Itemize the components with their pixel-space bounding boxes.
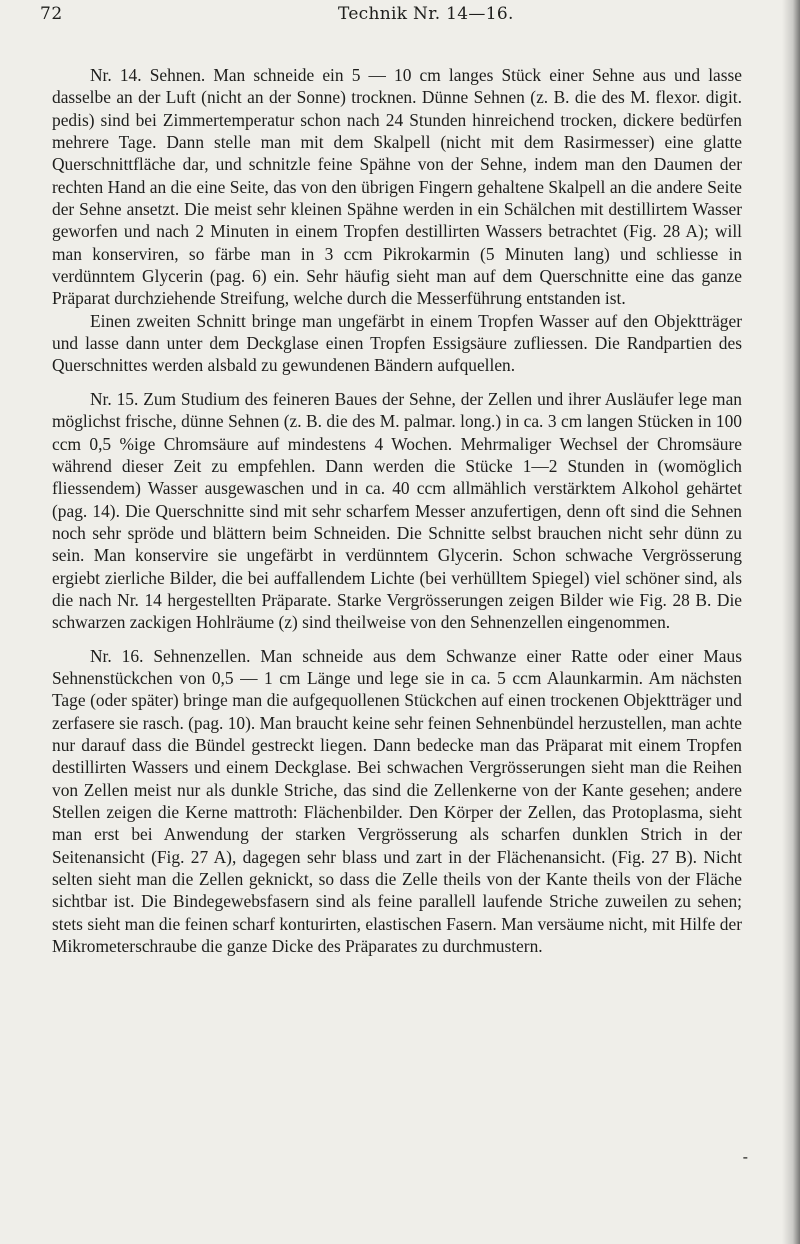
running-head [0,4,800,28]
running-title: Technik Nr. 14—16. [338,4,514,24]
paragraph-nr-14: Nr. 14. Sehnen. Man schneide ein 5 — 10 cm langes Stück einer Sehne aus und lasse dasselbe an der Luft (nicht an der Sonne) trocknen. Dünne Sehnen (z. B. die des M. flexor. digit. pedis) sind bei Zimmertemperatur schon nach 24 Stunden hinreichend trocken, dickere bedürfen mehrere Tage. Dann stelle man mit dem Skalpell (nicht mit dem Rasirmesser) eine glatte Querschnittfläche dar, und schnitzle feine Spähne von der Sehne, indem man den Daumen der rechten Hand an die eine Seite, das von den übrigen Fingern gehaltene Skalpell an die andere Seite der Sehne ansetzt. Die meist sehr kleinen Spähne werden in ein Schälchen mit destillirtem Wasser geworfen und nach 2 Minuten in einem Tropfen destillirten Wassers betrachtet (Fig. 28 A); will man konserviren, so färbe man in 3 ccm Pikrokarmin (5 Minuten lang) und schliesse in verdünntem Glycerin (pag. 6) ein. Sehr häufig sieht man auf dem Querschnitte eine das ganze Präparat durchziehende Streifung, welche durch die Messerführung entstanden ist. [52,65,742,309]
page-edge-shadow [782,0,800,1244]
footer-mark: - [742,1147,748,1166]
paragraph-nr-15: Nr. 15. Zum Studium des feineren Baues der Sehne, der Zellen und ihrer Ausläufer lege man möglichst frische, dünne Sehnen (z. B. die des M. palmar. long.) in ca. 3 cm langen Stücken in 100 ccm 0,5 %ige Chromsäure auf mindestens 4 Wochen. Mehrmaliger Wechsel der Chromsäure während dieser Zeit zu empfehlen. Dann werden die Stücke 1—2 Stunden in (womöglich fliessendem) Wasser ausgewaschen und in ca. 40 ccm allmählich verstärktem Alkohol gehärtet (pag. 14). Die Querschnitte sind mit sehr scharfem Messer anzufertigen, denn oft sind die Sehnen noch sehr spröde und blättern beim Schneiden. Die Schnitte selbst brauchen nicht sehr dünn zu sein. Man konservire sie ungefärbt in verdünntem Glycerin. Schon schwache Vergrösserung ergiebt zierliche Bilder, die bei auffallendem Lichte (bei verhülltem Spiegel) viel schöner sind, als die nach Nr. 14 hergestellten Präparate. Starke Vergrösserungen zeigen Bilder wie Fig. 28 B. Die schwarzen zackigen Hohlräume (z) sind theilweise von den Sehnenzellen eingenommen. [52,388,742,633]
body-text [52,64,742,957]
paragraph-nr-16: Nr. 16. Sehnenzellen. Man schneide aus dem Schwanze einer Ratte oder einer Maus Sehnenstückchen von 0,5 — 1 cm Länge und lege sie in ca. 5 ccm Alaunkarmin. Am nächsten Tage (oder später) bringe man die aufgequollenen Stückchen auf einen trockenen Objektträger und zerfasere sie rasch. (pag. 10). Man braucht keine sehr feinen Sehnenbündel herzustellen, man achte nur darauf dass die Bündel gestreckt liegen. Dann bedecke man das Präparat mit einem Tropfen destillirten Wassers und einem Deckglase. Bei schwachen Vergrösserungen sieht man die Reihen von Zellen meist nur als dunkle Striche, das sind die Zellenkerne von der Kante gesehen; andere Stellen zeigen die Kerne mattroth: Flächenbilder. Den Körper der Zellen, das Protoplasma, sieht man erst bei Anwendung der starken Vergrösserung als scharfen dunklen Strich in der Seitenansicht (Fig. 27 A), dagegen sehr blass und zart in der Flächenansicht. (Fig. 27 B). Nicht selten sieht man die Zellen geknickt, so dass die Zelle theils von der Kante theils von der Fläche sichtbar ist. Die Bindegewebsfasern sind als feine parallell laufende Striche zuweilen zu sehen; stets sieht man die feinen scharf konturirten, elastischen Fasern. Man versäume nicht, mit Hilfe der Mikrometerschraube die ganze Dicke des Präparates zu durchmustern. [52,645,743,957]
page-number: 72 [40,4,63,24]
paragraph-essigsaeure: Einen zweiten Schnitt bringe man ungefärbt in einem Tropfen Wasser auf den Objektträger und lasse dann unter dem Deckglase einen Tropfen Essigsäure zufliessen. Die Randpartien des Querschnittes werden alsbald zu gewundenen Bändern aufquellen. [52,310,742,376]
